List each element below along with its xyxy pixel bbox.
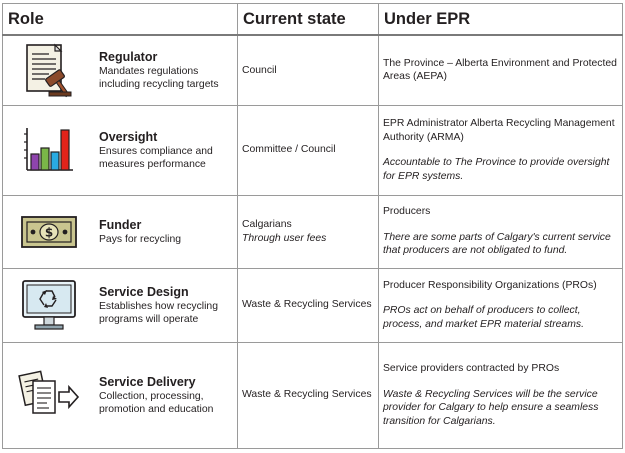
table-header-row: [3, 4, 623, 36]
table-row: [3, 35, 623, 105]
epr-main-text: The Province – Alberta Environment and Protected Areas (AEPA): [383, 57, 617, 83]
current-state-text: Committee / Council: [242, 144, 336, 156]
epr-note-text: Accountable to The Province to provide oversight for EPR systems.: [383, 157, 610, 182]
epr-cell: [379, 268, 623, 342]
epr-main-text: EPR Administrator Alberta Recycling Management Authority (ARMA): [383, 118, 615, 143]
role-description: Ensures compliance and measures performance: [99, 145, 213, 170]
epr-main-text: Service providers contracted by PROs: [383, 363, 560, 374]
role-title: Regulator: [99, 49, 158, 64]
table-row: [3, 195, 623, 268]
role-description: Establishes how recycling programs will operate: [99, 300, 218, 325]
current-state-text: Calgarians: [242, 219, 292, 230]
current-state-text: Waste & Recycling Services: [242, 389, 372, 401]
current-state-cell: [238, 35, 379, 105]
epr-note-text: There are some parts of Calgary's current service that producers are not obligated to fund.: [383, 231, 611, 257]
role-cell: [3, 195, 238, 268]
money-bill-icon: [3, 212, 95, 252]
epr-cell: [379, 195, 623, 268]
role-title: Service Delivery: [99, 374, 196, 389]
role-cell: [3, 35, 238, 105]
bar-chart-icon: [3, 124, 95, 176]
role-description: Collection, processing, promotion and education: [99, 390, 214, 415]
role-title: Oversight: [99, 129, 158, 144]
role-title: Funder: [99, 217, 142, 232]
role-description: Pays for recycling: [99, 233, 181, 245]
epr-cell: [379, 105, 623, 195]
current-state-cell: [238, 105, 379, 195]
table-row: [3, 342, 623, 448]
header-under-epr: Under EPR: [379, 4, 623, 36]
recycling-monitor-icon: [3, 278, 95, 332]
epr-cell: [379, 35, 623, 105]
current-state-text: Waste & Recycling Services: [242, 299, 372, 311]
role-cell: [3, 105, 238, 195]
epr-cell: [379, 342, 623, 448]
role-cell: [3, 268, 238, 342]
role-description: Mandates regulations including recycling targets: [99, 65, 219, 90]
epr-note-text: PROs act on behalf of producers to collect, process, and market EPR material streams.: [383, 305, 584, 330]
current-state-cell: [238, 268, 379, 342]
current-state-note: Through user fees: [242, 232, 327, 244]
role-cell: [3, 342, 238, 448]
epr-main-text: Producers: [383, 206, 431, 218]
role-title: Service Design: [99, 284, 189, 299]
header-current-state: Current state: [238, 4, 379, 36]
epr-main-text: Producer Responsibility Organizations (PROs): [383, 279, 597, 291]
gavel-document-icon: [3, 42, 95, 98]
current-state-cell: [238, 342, 379, 448]
table-row: [3, 268, 623, 342]
epr-note-text: Waste & Recycling Services will be the service provider for Calgary to help ensure a seamless transition for Calgarians.: [383, 388, 599, 427]
svg-text:$: $: [44, 225, 54, 239]
header-role: Role: [3, 4, 238, 36]
table-row: [3, 105, 623, 195]
current-state-cell: [238, 195, 379, 268]
current-state-text: Council: [242, 64, 277, 76]
documents-arrow-icon: [3, 367, 95, 423]
epr-roles-table: [2, 3, 623, 449]
